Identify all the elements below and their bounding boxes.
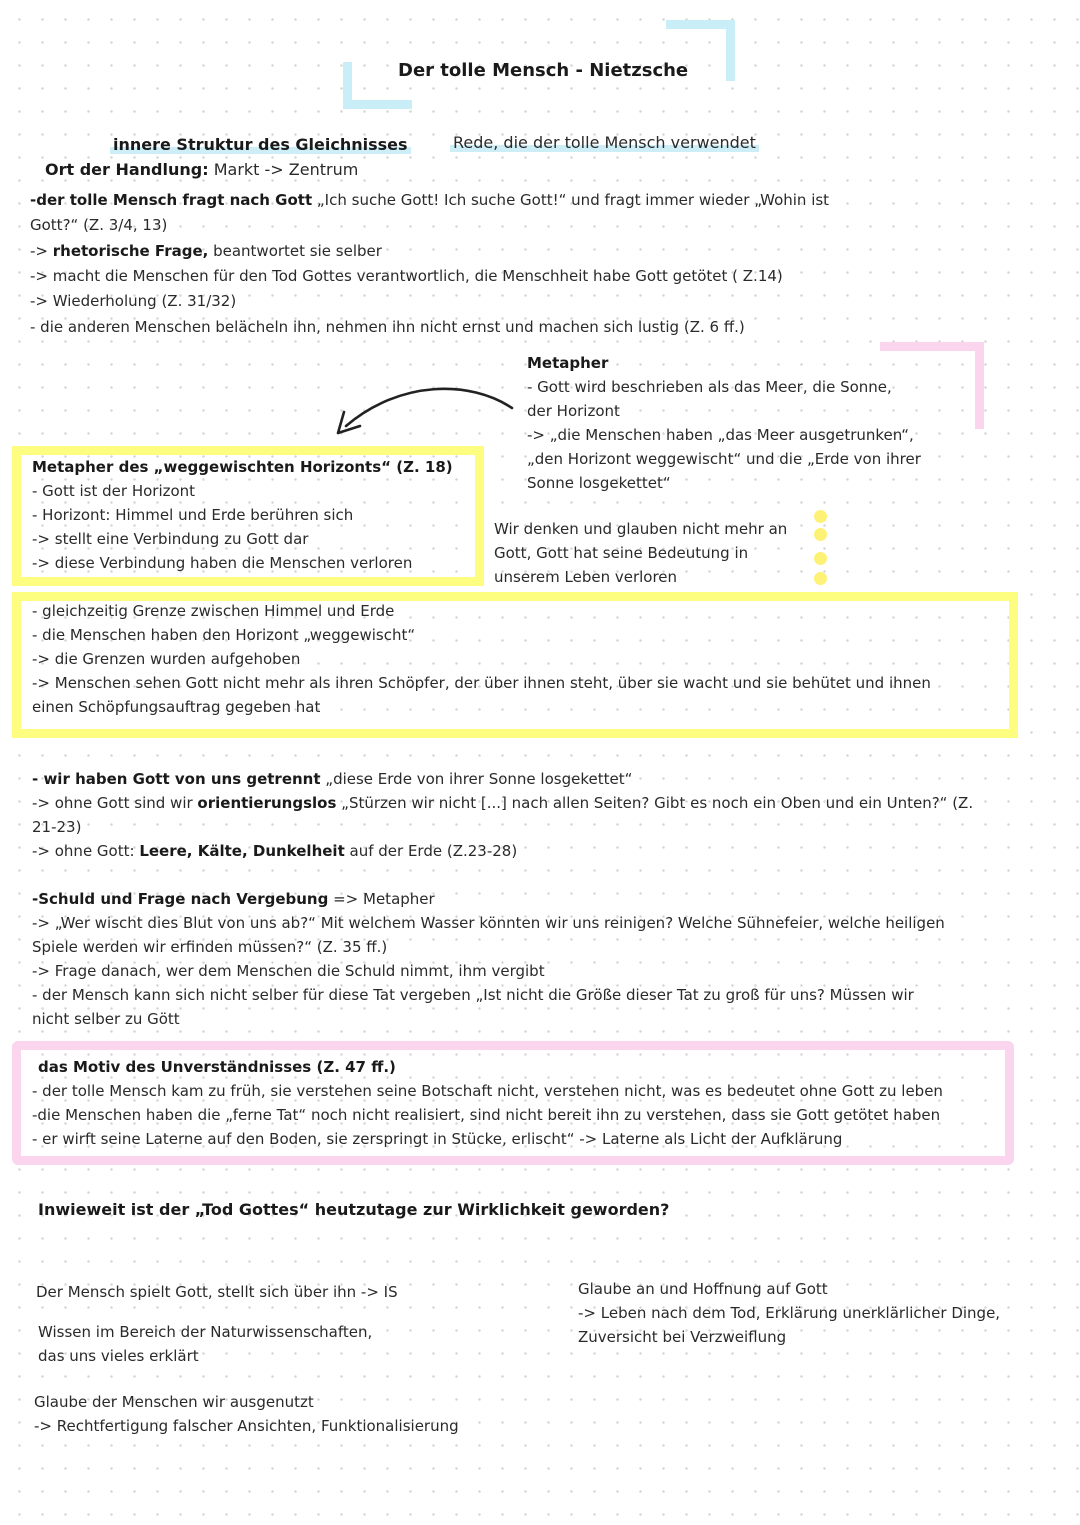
boundary-line-2: - die Menschen haben den Horizont „weggewischt“ bbox=[32, 626, 416, 644]
motif-title: das Motiv des Unverständnisses (Z. 47 ff.) bbox=[38, 1058, 396, 1076]
metaphor-line-5: Sonne losgekettet“ bbox=[527, 474, 671, 492]
right-point-1: Glaube an und Hoffnung auf Gott bbox=[578, 1280, 828, 1298]
horizon-line-4: -> diese Verbindung haben die Menschen verloren bbox=[32, 554, 413, 572]
horizon-line-3: -> stellt eine Verbindung zu Gott dar bbox=[32, 530, 309, 548]
intro-line-6: - die anderen Menschen belächeln ihn, nehmen ihn nicht ernst und machen sich lustig (Z. 6 ff.) bbox=[30, 318, 745, 336]
intro-line-3: -> rhetorische Frage, beantwortet sie selber bbox=[30, 242, 382, 260]
guilt-line-4: -> Frage danach, wer dem Menschen die Schuld nimmt, ihm vergibt bbox=[32, 962, 545, 980]
curved-arrow-icon bbox=[330, 378, 520, 440]
boundary-line-3: -> die Grenzen wurden aufgehoben bbox=[32, 650, 301, 668]
motif-line-1: - der tolle Mensch kam zu früh, sie verstehen seine Botschaft nicht, verstehen nicht, was es bedeutet ohne Gott zu leben bbox=[32, 1082, 943, 1100]
metaphor-line-3: -> „die Menschen haben „das Meer ausgetrunken“, bbox=[527, 426, 914, 444]
intro-line-4: -> macht die Menschen für den Tod Gottes verantwortlich, die Menschheit habe Gott getötet ( Z.14) bbox=[30, 267, 783, 285]
belief-line-1: Wir denken und glauben nicht mehr an bbox=[494, 520, 788, 538]
metaphor-line-4: „den Horizont weggewischt“ und die „Erde von ihrer bbox=[527, 450, 921, 468]
guilt-line-2: -> „Wer wischt dies Blut von uns ab?“ Mit welchem Wasser könnten wir uns reinigen? Welche Sühnefeier, welche heiligen bbox=[32, 914, 945, 932]
motif-line-3: - er wirft seine Laterne auf den Boden, sie zerspringt in Stücke, erlischt“ -> Laterne als Licht der Aufklärung bbox=[32, 1130, 843, 1148]
left-point-3b: -> Rechtfertigung falscher Ansichten, Funktionalisierung bbox=[34, 1417, 459, 1435]
right-point-2: -> Leben nach dem Tod, Erklärung unerklärlicher Dinge, bbox=[578, 1304, 1001, 1322]
yellow-dot-icon bbox=[814, 572, 827, 585]
intro-line-2: Gott?“ (Z. 3/4, 13) bbox=[30, 216, 168, 234]
heading-structure: innere Struktur des Gleichnisses bbox=[110, 135, 411, 154]
intro-line-5: -> Wiederholung (Z. 31/32) bbox=[30, 292, 237, 310]
right-point-3: Zuversicht bei Verzweiflung bbox=[578, 1328, 787, 1346]
separation-line-4: -> ohne Gott: Leere, Kälte, Dunkelheit auf der Erde (Z.23-28) bbox=[32, 842, 518, 860]
guilt-line-3: Spiele werden wir erfinden müssen?“ (Z. 35 ff.) bbox=[32, 938, 388, 956]
guilt-line-5: - der Mensch kann sich nicht selber für diese Tat vergeben „Ist nicht die Größe dieser Tat zu groß für uns? Müssen wir bbox=[32, 986, 914, 1004]
guilt-line-6: nicht selber zu Gött bbox=[32, 1010, 180, 1028]
separation-line-2: -> ohne Gott sind wir orientierungslos „Stürzen wir nicht [...] nach allen Seiten? Gibt es noch ein Oben und ein Unten?“ (Z. bbox=[32, 794, 974, 812]
metaphor-line-2: der Horizont bbox=[527, 402, 620, 420]
yellow-dot-icon bbox=[814, 552, 827, 565]
left-point-3a: Glaube der Menschen wir ausgenutzt bbox=[34, 1393, 314, 1411]
metaphor-line-1: - Gott wird beschrieben als das Meer, die Sonne, bbox=[527, 378, 892, 396]
boundary-line-1: - gleichzeitig Grenze zwischen Himmel und Erde bbox=[32, 602, 395, 620]
left-point-1: Der Mensch spielt Gott, stellt sich über ihn -> IS bbox=[36, 1283, 398, 1301]
left-point-2a: Wissen im Bereich der Naturwissenschaften, bbox=[38, 1323, 373, 1341]
belief-line-2: Gott, Gott hat seine Bedeutung in bbox=[494, 544, 749, 562]
separation-line-3: 21-23) bbox=[32, 818, 82, 836]
intro-line-1: -der tolle Mensch fragt nach Gott „Ich suche Gott! Ich suche Gott!“ und fragt immer wieder „Wohin ist bbox=[30, 191, 830, 209]
heading-speech: Rede, die der tolle Mensch verwendet bbox=[450, 133, 759, 152]
place-line: Ort der Handlung: Markt -> Zentrum bbox=[45, 160, 359, 179]
boundary-line-5: einen Schöpfungsauftrag gegeben hat bbox=[32, 698, 321, 716]
left-point-2b: das uns vieles erklärt bbox=[38, 1347, 199, 1365]
question-heading: Inwieweit ist der „Tod Gottes“ heutzutage zur Wirklichkeit geworden? bbox=[38, 1200, 670, 1219]
pink-corner-top-right bbox=[880, 342, 984, 429]
belief-line-3: unserem Leben verloren bbox=[494, 568, 678, 586]
metaphor-title: Metapher bbox=[527, 354, 609, 372]
separation-line-1: - wir haben Gott von uns getrennt „diese Erde von ihrer Sonne losgekettet“ bbox=[32, 770, 633, 788]
horizon-line-1: - Gott ist der Horizont bbox=[32, 482, 196, 500]
guilt-line-1: -Schuld und Frage nach Vergebung => Metapher bbox=[32, 890, 435, 908]
yellow-dot-icon bbox=[814, 510, 827, 523]
motif-line-2: -die Menschen haben die „ferne Tat“ noch nicht realisiert, sind nicht bereit ihn zu verstehen, dass sie Gott getötet haben bbox=[32, 1106, 941, 1124]
horizon-line-2: - Horizont: Himmel und Erde berühren sich bbox=[32, 506, 354, 524]
yellow-dot-icon bbox=[814, 528, 827, 541]
page-title: Der tolle Mensch - Nietzsche bbox=[398, 60, 689, 81]
horizon-title: Metapher des „weggewischten Horizonts“ (Z. 18) bbox=[32, 458, 453, 476]
boundary-line-4: -> Menschen sehen Gott nicht mehr als ihren Schöpfer, der über ihnen steht, über sie wacht und sie behütet und ihnen bbox=[32, 674, 931, 692]
